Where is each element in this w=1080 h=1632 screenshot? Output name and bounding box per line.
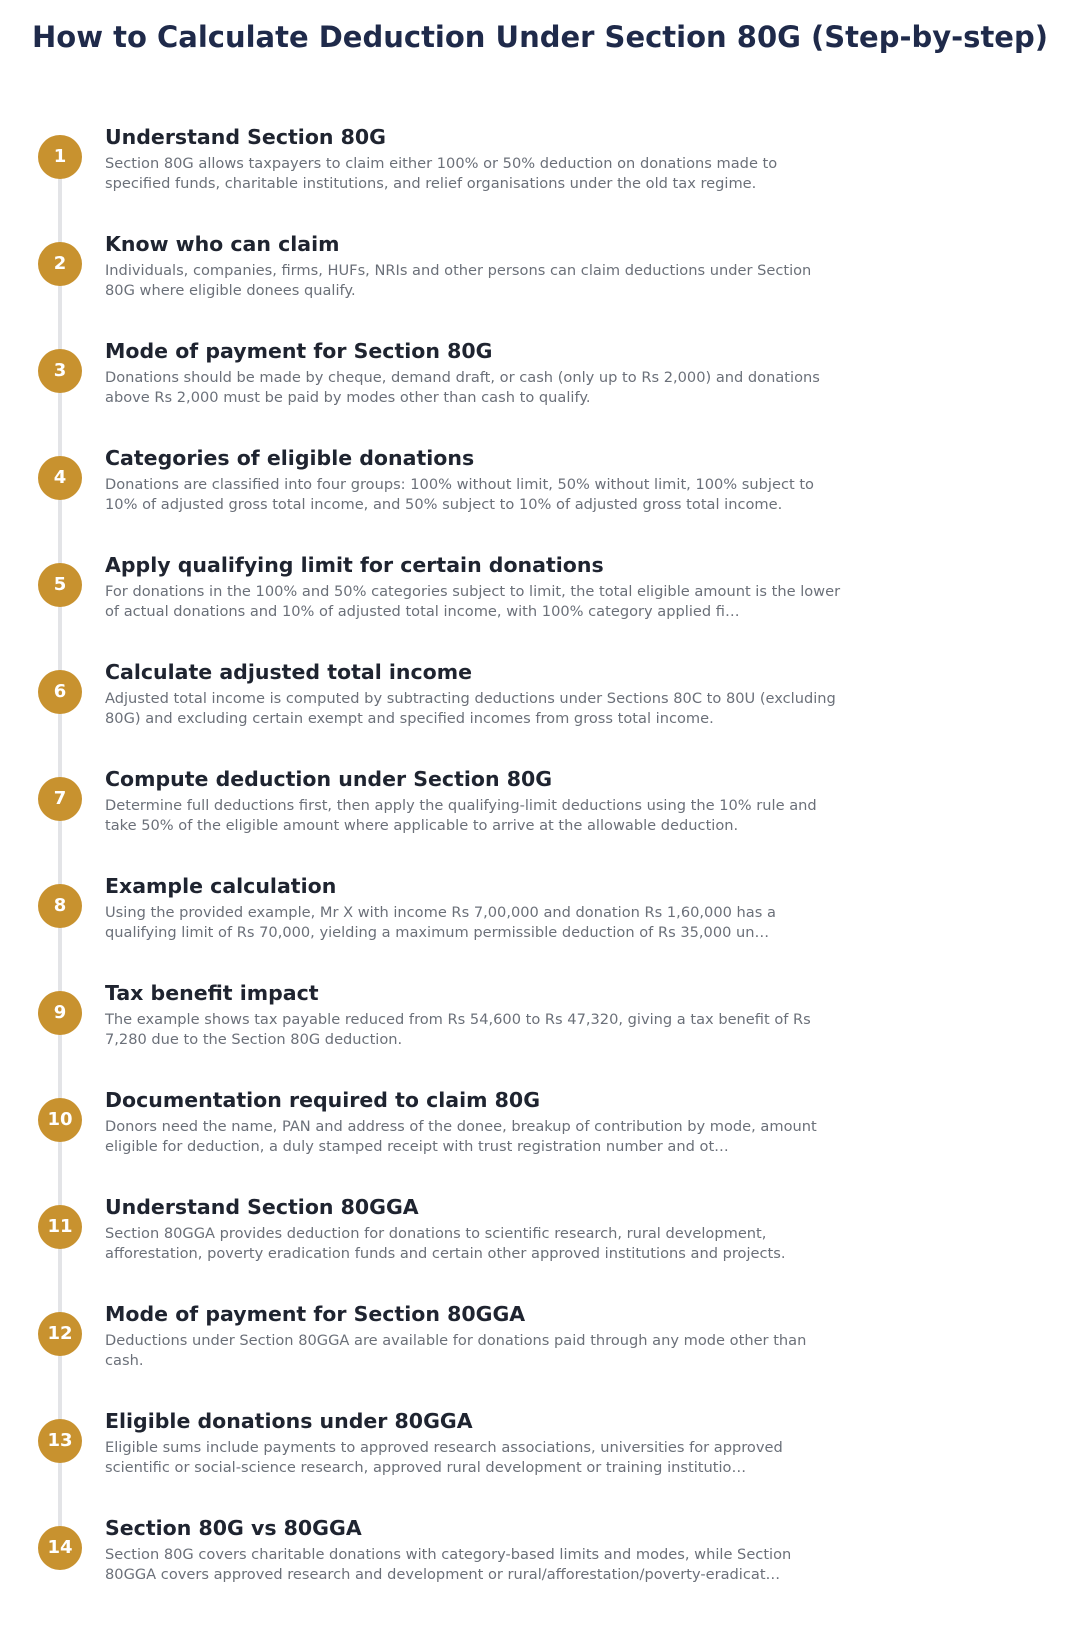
step-title: Tax benefit impact (105, 981, 319, 1005)
step-item (0, 1302, 1080, 1418)
step-number-badge: 1 (38, 135, 82, 179)
step-description: Individuals, companies, firms, HUFs, NRIs and other persons can claim deductions under Section 80G where eligible donees qualify. (105, 262, 812, 299)
step-title: Understand Section 80GGA (105, 1195, 419, 1219)
step-description: Deductions under Section 80GGA are available for donations paid through any mode other than cash. (105, 1332, 807, 1369)
step-title: Mode of payment for Section 80GGA (105, 1302, 526, 1326)
step-number-badge: 6 (38, 670, 82, 714)
step-description: For donations in the 100% and 50% categories subject to limit, the total eligible amount is the lower of actual donations and 10% of adjusted total income, with 100% category applied fi… (105, 583, 841, 620)
step-item (0, 232, 1080, 348)
step-description: Eligible sums include payments to approved research associations, universities for approved scientific or social-science research, approved rural development or training institutio… (105, 1439, 783, 1476)
step-description: Section 80G allows taxpayers to claim either 100% or 50% deduction on donations made to specified funds, charitable institutions, and relief organisations under the old tax regime. (105, 155, 778, 192)
step-number-badge: 11 (38, 1205, 82, 1249)
step-item (0, 125, 1080, 241)
step-title: Documentation required to claim 80G (105, 1088, 541, 1112)
step-item (0, 981, 1080, 1097)
step-item (0, 874, 1080, 990)
step-number-badge: 8 (38, 884, 82, 928)
page-title: How to Calculate Deduction Under Section 80G (Step-by-step) (32, 20, 1048, 54)
step-title: Compute deduction under Section 80G (105, 767, 553, 791)
step-description: Donations are classified into four groups: 100% without limit, 50% without limit, 100% subject to 10% of adjusted gross total income, and 50% subject to 10% of adjusted gross total income. (105, 476, 814, 513)
step-description: Donations should be made by cheque, demand draft, or cash (only up to Rs 2,000) and donations above Rs 2,000 must be paid by modes other than cash to qualify. (105, 369, 820, 406)
step-description: Section 80G covers charitable donations with category-based limits and modes, while Section 80GGA covers approved research and development or rural/afforestation/poverty-eradicat… (105, 1546, 792, 1583)
step-title: Apply qualifying limit for certain donations (105, 553, 604, 577)
step-title: Calculate adjusted total income (105, 660, 472, 684)
step-number-badge: 13 (38, 1419, 82, 1463)
step-description: Donors need the name, PAN and address of the donee, breakup of contribution by mode, amount eligible for deduction, a duly stamped receipt with trust registration number and ot… (105, 1118, 817, 1155)
step-number-badge: 7 (38, 777, 82, 821)
step-item (0, 660, 1080, 776)
step-title: Section 80G vs 80GGA (105, 1516, 362, 1540)
step-description: Adjusted total income is computed by subtracting deductions under Sections 80C to 80U (excluding 80G) and excluding certain exempt and specified incomes from gross total income. (105, 690, 836, 727)
step-item (0, 1409, 1080, 1525)
step-item (0, 553, 1080, 669)
step-title: Know who can claim (105, 232, 340, 256)
step-item (0, 1516, 1080, 1632)
step-item (0, 1088, 1080, 1204)
step-description: The example shows tax payable reduced from Rs 54,600 to Rs 47,320, giving a tax benefit of Rs 7,280 due to the Section 80G deduction. (105, 1011, 811, 1048)
step-title: Understand Section 80G (105, 125, 386, 149)
step-item (0, 339, 1080, 455)
step-number-badge: 3 (38, 349, 82, 393)
step-number-badge: 4 (38, 456, 82, 500)
step-item (0, 767, 1080, 883)
step-item (0, 1195, 1080, 1311)
step-number-badge: 14 (38, 1526, 82, 1570)
step-title: Eligible donations under 80GGA (105, 1409, 473, 1433)
step-title: Example calculation (105, 874, 337, 898)
step-number-badge: 10 (38, 1098, 82, 1142)
step-number-badge: 2 (38, 242, 82, 286)
step-number-badge: 9 (38, 991, 82, 1035)
step-item (0, 446, 1080, 562)
step-title: Mode of payment for Section 80G (105, 339, 493, 363)
step-description: Using the provided example, Mr X with income Rs 7,00,000 and donation Rs 1,60,000 has a qualifying limit of Rs 70,000, yielding a maximum permissible deduction of Rs 35,000 un… (105, 904, 776, 941)
step-number-badge: 5 (38, 563, 82, 607)
step-description: Determine full deductions first, then apply the qualifying-limit deductions using the 10% rule and take 50% of the eligible amount where applicable to arrive at the allowable deduction. (105, 797, 817, 834)
step-number-badge: 12 (38, 1312, 82, 1356)
step-description: Section 80GGA provides deduction for donations to scientific research, rural development, afforestation, poverty eradication funds and certain other approved institutions and projects. (105, 1225, 786, 1262)
step-title: Categories of eligible donations (105, 446, 475, 470)
